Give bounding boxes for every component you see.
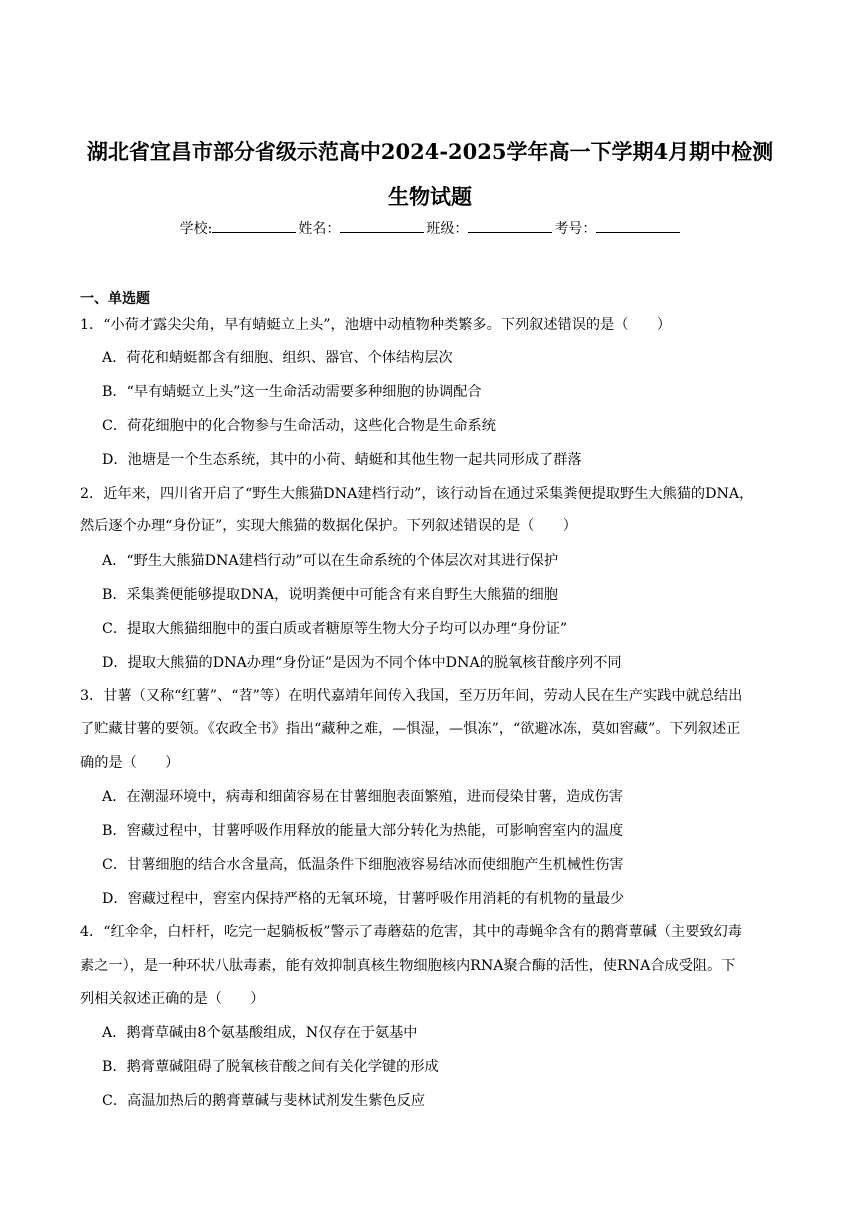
question-3-option-a: A．在潮湿环境中，病毒和细菌容易在甘薯细胞表面繁殖，进而侵染甘薯，造成伤害 bbox=[102, 789, 623, 805]
exam-number-blank bbox=[596, 218, 680, 233]
question-3-stem-line-1: 3．甘薯（又称“红薯”、“苕”等）在明代嘉靖年间传入我国，至万历年间，劳动人民在生产实践中就总结出 bbox=[80, 688, 743, 704]
question-2-option-c: C．提取大熊猫细胞中的蛋白质或者糖原等生物大分子均可以办理“身份证” bbox=[102, 621, 568, 637]
question-3-option-c: C．甘薯细胞的结合水含量高，低温条件下细胞液容易结冰而使细胞产生机械性伤害 bbox=[102, 857, 624, 873]
question-3-option-d: D．窖藏过程中，窖室内保持严格的无氧环境，甘薯呼吸作用消耗的有机物的量最少 bbox=[102, 891, 625, 907]
school-label: 学校: bbox=[179, 221, 213, 237]
question-4-stem-line-3: 列相关叙述正确的是（ ） bbox=[80, 991, 265, 1007]
question-2-stem-line-2: 然后逐个办理“身份证”，实现大熊猫的数据化保护。下列叙述错误的是（ ） bbox=[80, 518, 577, 534]
question-4-option-a: A．鹅膏草碱由8个氨基酸组成，N仅存在于氨基中 bbox=[102, 1025, 418, 1041]
question-1-option-b: B．“早有蜻蜓立上头”这一生命活动需要多种细胞的协调配合 bbox=[102, 384, 482, 400]
question-4-option-b: B．鹅膏蕈碱阻碍了脱氧核苷酸之间有关化学键的形成 bbox=[102, 1059, 439, 1075]
class-field bbox=[426, 218, 552, 238]
exam-title: 湖北省宜昌市部分省级示范高中2024-2025学年高一下学期4月期中检测 bbox=[86, 139, 774, 164]
exam-subtitle: 生物试题 bbox=[388, 184, 472, 209]
class-label: 班级： bbox=[426, 221, 469, 237]
section-title: 一、单选题 bbox=[80, 291, 150, 307]
name-label: 姓名： bbox=[298, 221, 341, 237]
question-3-option-b: B．窖藏过程中，甘薯呼吸作用释放的能量大部分转化为热能，可影响窖室内的温度 bbox=[102, 823, 624, 839]
exam-number-label: 考号： bbox=[554, 221, 597, 237]
question-4-stem-line-1: 4．“红伞伞，白杆杆，吃完一起躺板板”警示了毒蘑菇的危害，其中的毒蝇伞含有的鹅膏蕈碱（主要致幻毒 bbox=[80, 924, 742, 940]
school-field bbox=[180, 218, 297, 238]
question-4-option-c: C．高温加热后的鹅膏蕈碱与斐林试剂发生紫色反应 bbox=[102, 1093, 425, 1109]
student-info-line bbox=[0, 218, 860, 238]
name-field bbox=[298, 218, 424, 238]
question-3-stem-line-2: 了贮藏甘薯的要领。《农政全书》指出“藏种之难，—惧湿，—惧冻”，“欲避冰冻，莫如窖藏”。下列叙述正 bbox=[80, 721, 741, 737]
question-2-option-b: B．采集粪便能够提取DNA，说明粪便中可能含有来自野生大熊猫的细胞 bbox=[102, 587, 558, 603]
question-2-option-a: A．“野生大熊猫DNA建档行动”可以在生命系统的个体层次对其进行保护 bbox=[102, 553, 559, 569]
name-blank bbox=[340, 218, 424, 233]
question-1-stem: 1．“小荷才露尖尖角，早有蜻蜓立上头”，池塘中动植物种类繁多。下列叙述错误的是（ ） bbox=[80, 317, 672, 333]
question-2-option-d: D．提取大熊猫的DNA办理“身份证”是因为不同个体中DNA的脱氧核苷酸序列不同 bbox=[102, 655, 622, 671]
question-2-stem-line-1: 2．近年来，四川省开启了“野生大熊猫DNA建档行动”，该行动旨在通过采集粪便提取野生大熊猫的DNA， bbox=[80, 486, 754, 502]
question-3-stem-line-3: 确的是（ ） bbox=[80, 755, 180, 771]
class-blank bbox=[468, 218, 552, 233]
question-1-option-d: D．池塘是一个生态系统，其中的小荷、蜻蜓和其他生物一起共同形成了群落 bbox=[102, 452, 582, 468]
question-1-option-c: C．荷花细胞中的化合物参与生命活动，这些化合物是生命系统 bbox=[102, 418, 496, 434]
question-4-stem-line-2: 素之一），是一种环状八肽毒素，能有效抑制真核生物细胞核内RNA聚合酶的活性，使RNA合成受阻。下 bbox=[80, 958, 736, 974]
school-blank bbox=[212, 218, 296, 233]
question-1-option-a: A．荷花和蜻蜓都含有细胞、组织、器官、个体结构层次 bbox=[102, 350, 453, 366]
exam-number-field bbox=[554, 218, 680, 238]
